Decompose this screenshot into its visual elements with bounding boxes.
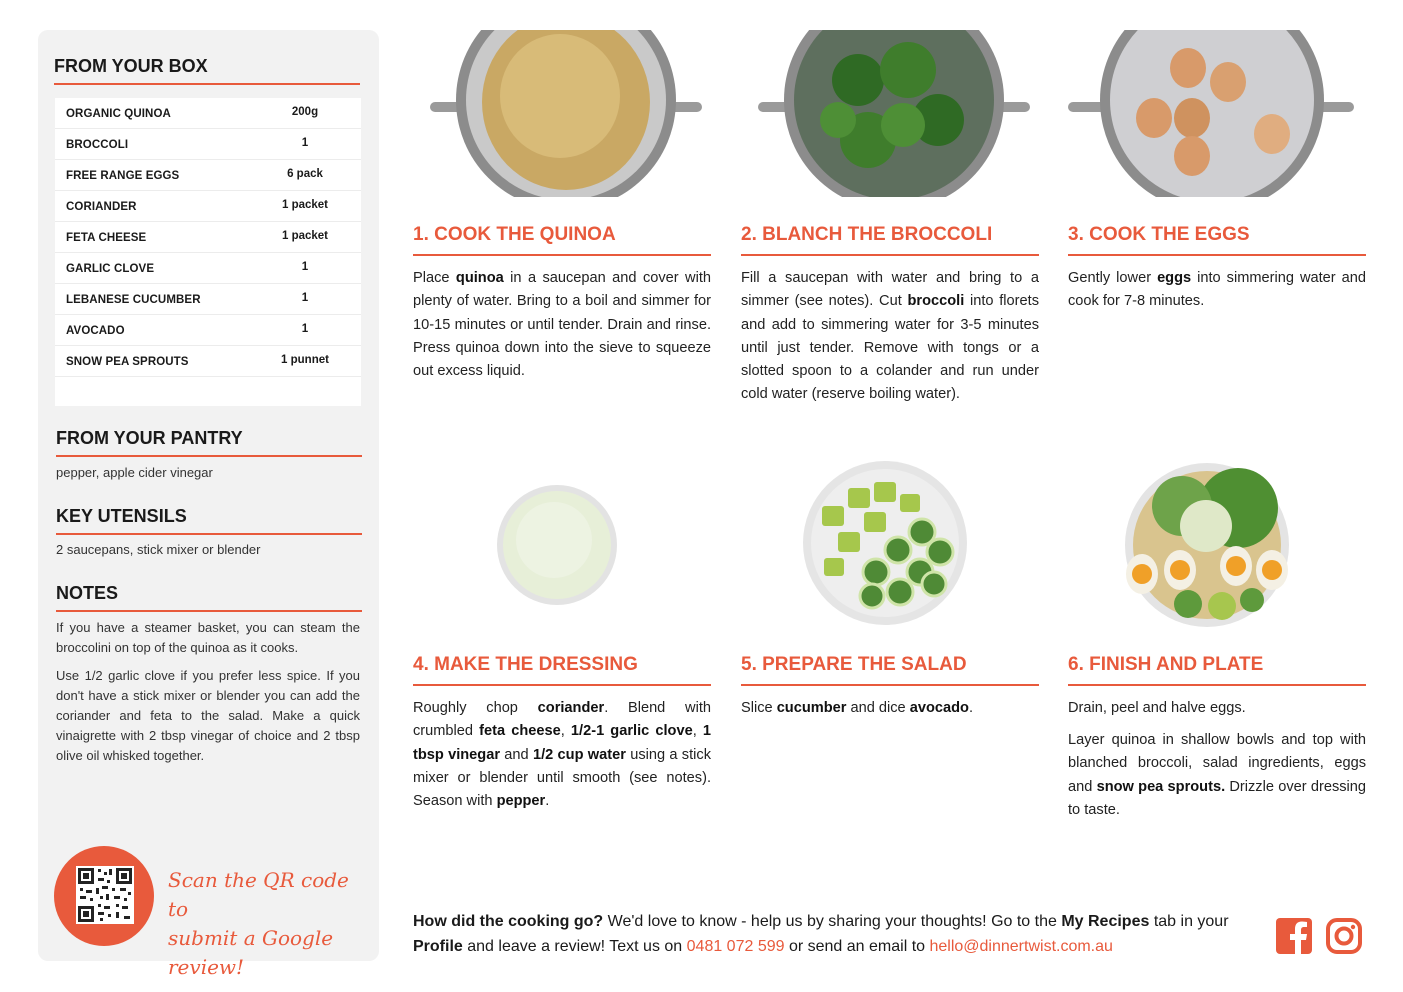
table-row — [55, 346, 361, 377]
step-1-title: 1. COOK THE QUINOA — [413, 224, 711, 256]
step-1-text — [413, 267, 711, 383]
feedback-footer — [413, 909, 1263, 959]
step-text-segment: Roughly chop — [413, 700, 538, 716]
ingredient-name: ORGANIC QUINOA — [66, 108, 171, 120]
ingredient-qty: 1 punnet — [281, 354, 329, 366]
instagram-icon[interactable] — [1325, 917, 1363, 955]
ingredient-qty: 1 packet — [281, 230, 329, 242]
pantry-title: FROM YOUR PANTRY — [56, 428, 362, 457]
box-title: FROM YOUR BOX — [54, 56, 360, 85]
ingredient-qty: 6 pack — [287, 168, 323, 180]
step-text-segment: Layer quinoa in shallow bowls and top with blanched broccoli, salad ingredients, eggs and — [1068, 732, 1366, 795]
ingredient-highlight: cucumber — [776, 700, 847, 716]
ingredients-sidebar — [38, 30, 379, 979]
qr-caption-line: Scan the QR code to — [168, 868, 349, 921]
step-text-segment: Fill a saucepan with water and bring to a simmer (see notes). Cut — [741, 270, 1039, 310]
step-text-segment: into simmering water and cook for 7-8 minutes. — [1068, 270, 1366, 310]
step-2-text — [741, 267, 1039, 407]
salad-plate-image — [802, 460, 968, 626]
step-text-segment: Slice — [741, 700, 777, 716]
qr-code-icon[interactable] — [76, 866, 134, 924]
step-text-segment: , — [692, 723, 703, 740]
pantry-text: pepper, apple cider vinegar — [56, 465, 213, 480]
table-row — [55, 160, 361, 191]
step-6-intro: Drain, peel and halve eggs. — [1068, 700, 1246, 716]
table-row — [55, 98, 361, 129]
footer-emphasis: How did the cooking go? — [413, 913, 604, 930]
ingredient-name: SNOW PEA SPROUTS — [66, 356, 189, 368]
qr-caption — [168, 866, 368, 982]
table-row — [55, 129, 361, 160]
footer-text-segment: or send an email to — [784, 938, 930, 955]
table-row — [55, 253, 361, 284]
ingredient-highlight: 1 tbsp vinegar — [413, 723, 712, 763]
step-3-text — [1068, 267, 1366, 314]
step-text-segment: . — [968, 700, 974, 716]
ingredient-name: LEBANESE CUCUMBER — [66, 294, 201, 306]
ingredient-name: AVOCADO — [66, 325, 125, 337]
ingredient-highlight: pepper — [496, 793, 546, 810]
step-text-segment: . — [545, 793, 550, 810]
step-text-segment: in a saucepan and cover with plenty of water. Bring to a boil and simmer for 10-15 minutes or until tender. Drain and rinse. Press quinoa down into the sieve to squeeze out excess liquid. — [413, 270, 711, 380]
step-5-text — [741, 697, 1039, 720]
qr-code-badge[interactable] — [54, 846, 154, 946]
ingredient-qty: 1 packet — [281, 199, 329, 211]
ingredient-highlight: 1/2-1 garlic clove — [570, 723, 693, 740]
notes-paragraph: If you have a steamer basket, you can steam the broccolini on top of the quinoa as it cooks. — [56, 620, 360, 655]
finished-plate-image — [1118, 460, 1296, 630]
facebook-icon[interactable] — [1275, 917, 1313, 955]
utensils-text: 2 saucepans, stick mixer or blender — [56, 542, 261, 557]
step-6-text — [1068, 729, 1366, 822]
step-5-title: 5. PREPARE THE SALAD — [741, 654, 1039, 686]
ingredient-highlight: broccoli — [907, 293, 965, 310]
dressing-bowl-image — [496, 484, 618, 606]
eggs-pot-image — [1068, 30, 1356, 197]
ingredient-highlight: snow pea sprouts. — [1096, 778, 1226, 795]
footer-emphasis: My Recipes — [1061, 913, 1150, 930]
step-text-segment: Gently lower — [1068, 270, 1158, 286]
step-4-title: 4. MAKE THE DRESSING — [413, 654, 711, 686]
table-row — [55, 315, 361, 346]
ingredient-highlight: avocado — [909, 700, 969, 716]
ingredient-name: GARLIC CLOVE — [66, 263, 155, 275]
phone-link[interactable]: 0481 072 599 — [686, 938, 785, 955]
step-4-text — [413, 697, 711, 813]
footer-text-segment: and leave a review! Text us on — [462, 938, 687, 955]
step-2-title: 2. BLANCH THE BROCCOLI — [741, 224, 1039, 256]
step-text-segment: and dice — [846, 700, 910, 716]
utensils-title: KEY UTENSILS — [56, 506, 362, 535]
footer-emphasis: Profile — [413, 938, 463, 955]
broccoli-pot-image — [758, 30, 1030, 197]
ingredients-table — [55, 98, 361, 406]
ingredient-highlight: quinoa — [455, 270, 504, 286]
step-text-segment: , — [560, 723, 571, 740]
email-link[interactable]: hello@dinnertwist.com.au — [929, 938, 1113, 955]
footer-text-segment: We'd love to know - help us by sharing your thoughts! Go to the — [603, 913, 1062, 930]
ingredient-name: CORIANDER — [66, 201, 137, 213]
ingredient-highlight: eggs — [1157, 270, 1192, 286]
step-6-title: 6. FINISH AND PLATE — [1068, 654, 1366, 686]
table-row — [55, 191, 361, 222]
notes-title: NOTES — [56, 583, 362, 612]
ingredient-highlight: feta cheese — [479, 723, 561, 740]
ingredient-name: FETA CHEESE — [66, 232, 147, 244]
ingredient-qty: 1 — [301, 261, 309, 273]
footer-text-segment: tab in your — [1149, 913, 1229, 930]
step-text-segment: and — [500, 746, 533, 763]
step-text-segment: Drizzle over dressing to taste. — [1068, 778, 1367, 818]
quinoa-pot-image — [430, 30, 702, 197]
ingredient-qty: 1 — [301, 292, 309, 304]
step-text-segment: using a stick mixer or blender until smooth (see notes). Season with — [413, 746, 711, 810]
ingredient-name: FREE RANGE EGGS — [66, 170, 180, 182]
table-row — [55, 222, 361, 253]
step-3-title: 3. COOK THE EGGS — [1068, 224, 1366, 256]
step-text-segment: Place — [413, 270, 456, 286]
ingredient-qty: 1 — [301, 137, 309, 149]
ingredient-qty: 1 — [301, 323, 309, 335]
ingredient-name: BROCCOLI — [66, 139, 129, 151]
ingredient-highlight: 1/2 cup water — [532, 746, 626, 763]
ingredient-highlight: coriander — [537, 700, 605, 716]
notes-paragraph: Use 1/2 garlic clove if you prefer less spice. If you don't have a stick mixer or blender you can add the coriander and feta to the salad. Make a quick vinaigrette with 2 tbsp vinegar of choice and 2 tbsp olive oil whisked together. — [56, 668, 360, 763]
qr-caption-line: submit a Google review! — [168, 926, 334, 979]
step-text-segment: into florets and add to simmering water for 3-5 minutes until just tender. Remove with tongs or a slotted spoon to a colander and run under cold water (reserve boiling water). — [741, 293, 1039, 403]
ingredient-qty: 200g — [291, 106, 319, 118]
step-text-segment: . Blend with crumbled — [413, 700, 711, 740]
table-row — [55, 284, 361, 315]
